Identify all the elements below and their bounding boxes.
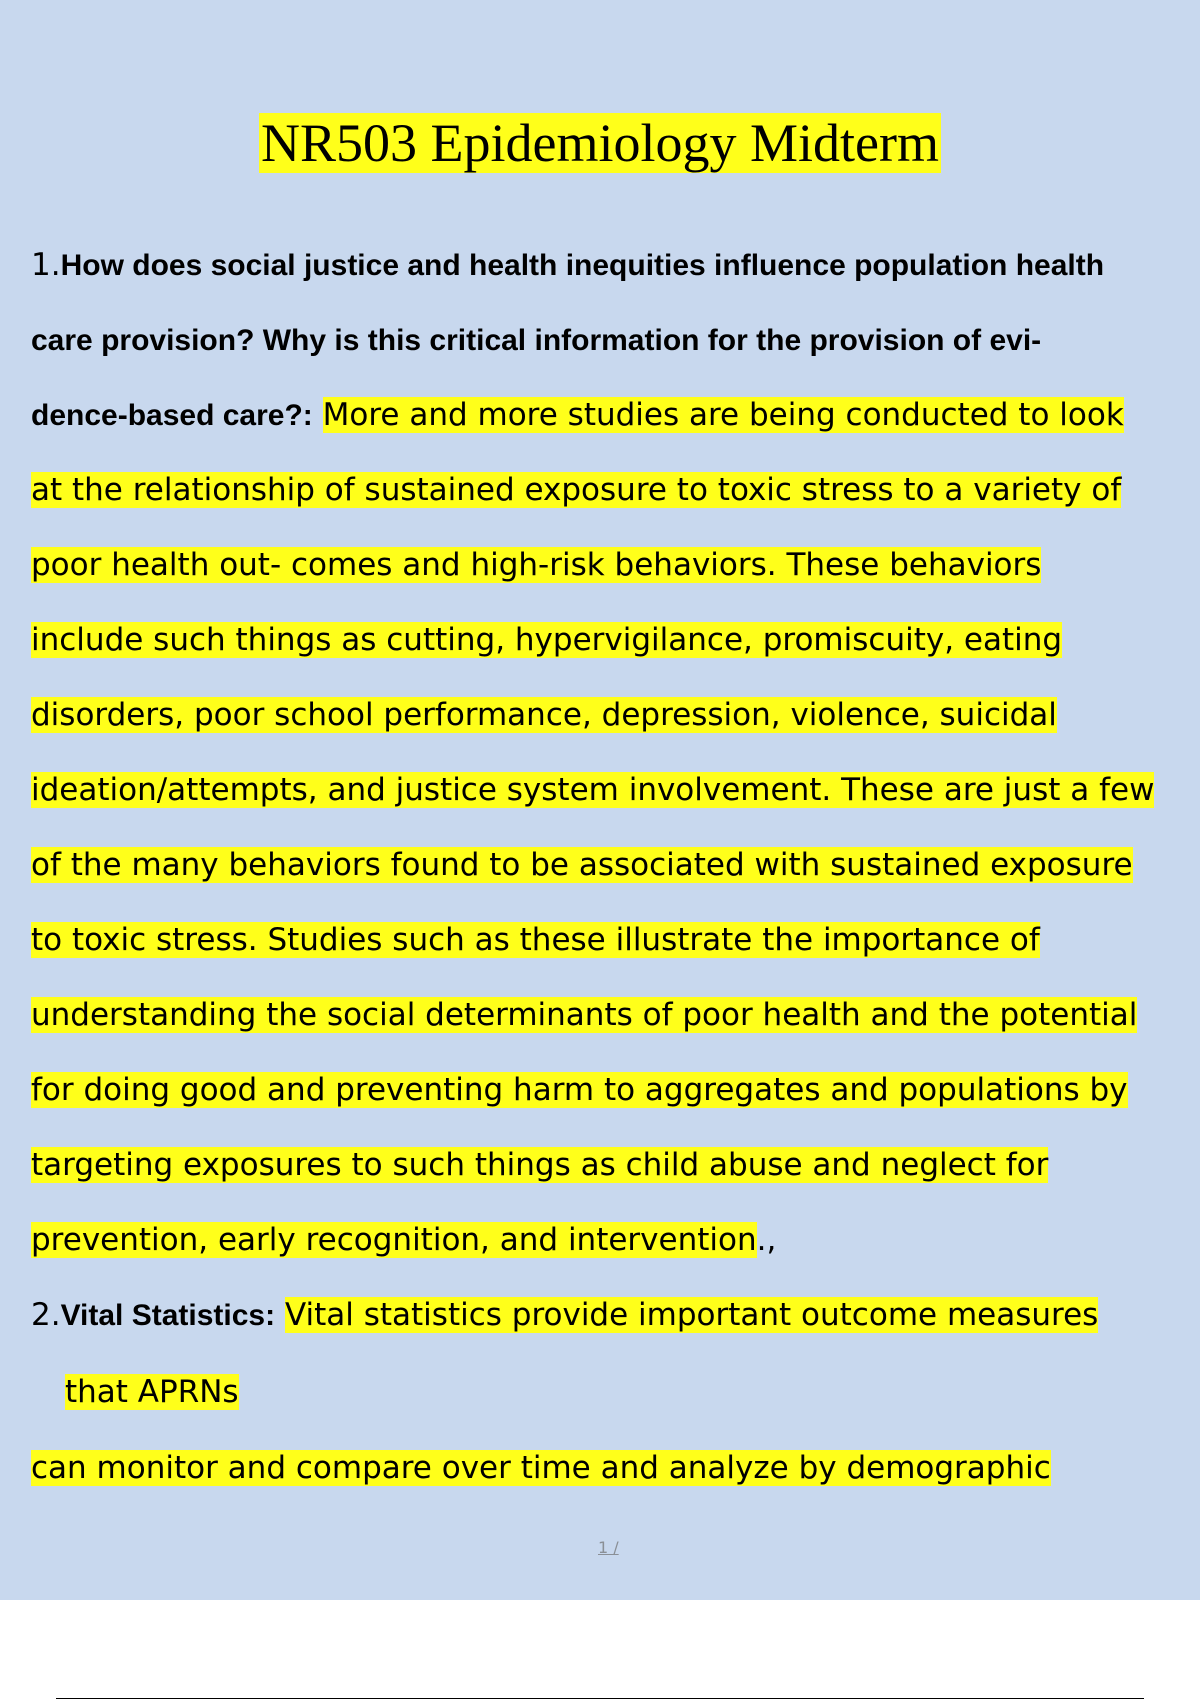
page-number: 1 / bbox=[598, 1538, 619, 1557]
answer-1-line-4 bbox=[31, 693, 1057, 737]
answer-1-text-1: at the relationship of sustained exposure to toxic stress to a variety of bbox=[31, 472, 1122, 508]
question-1-number: 1. bbox=[31, 247, 61, 283]
title-text: NR503 Epidemiology Midterm bbox=[261, 113, 939, 173]
answer-1-text-7: to toxic stress. Studies such as these illustrate the importance of bbox=[31, 922, 1040, 958]
question-1-text-line-1: How does social justice and health inequities influence population health bbox=[60, 249, 1105, 282]
answer-1-tail: ., bbox=[756, 1222, 777, 1258]
answer-1-line-8 bbox=[31, 993, 1137, 1037]
answer-1-line-5 bbox=[31, 768, 1154, 812]
answer-1-text-9: for doing good and preventing harm to aggregates and populations by bbox=[31, 1072, 1128, 1108]
answer-1-first-line: More and more studies are being conducted to look bbox=[322, 397, 1124, 433]
answer-1-text-2: poor health out- comes and high-risk behaviors. These behaviors bbox=[31, 547, 1042, 583]
answer-1-line-11 bbox=[31, 1218, 776, 1262]
answer-1-line-1 bbox=[31, 468, 1121, 512]
question-2-line-1 bbox=[31, 1293, 1098, 1338]
answer-1-text-6: of the many behaviors found to be associated with sustained exposure bbox=[31, 847, 1133, 883]
answer-1-line-6 bbox=[31, 843, 1133, 887]
answer-1-text-5: ideation/attempts, and justice system involvement. These are just a few bbox=[31, 772, 1155, 808]
answer-2-first-line: Vital statistics provide important outcome measures bbox=[284, 1297, 1099, 1333]
answer-1-line-9 bbox=[31, 1068, 1128, 1112]
question-1-text-line-3: dence-based care?: bbox=[31, 399, 313, 432]
answer-1-text-4: disorders, poor school performance, depression, violence, suicidal bbox=[31, 697, 1057, 733]
question-2-number: 2. bbox=[31, 1297, 61, 1333]
answer-1-line-10 bbox=[31, 1143, 1048, 1187]
question-1-line-3 bbox=[31, 393, 1124, 438]
answer-2-text-1: that APRNs bbox=[65, 1374, 239, 1410]
answer-2-text-2: can monitor and compare over time and analyze by demographic bbox=[31, 1450, 1051, 1486]
answer-1-text-8: understanding the social determinants of poor health and the potential bbox=[31, 997, 1138, 1033]
document-title bbox=[0, 108, 1200, 178]
answer-1-line-3 bbox=[31, 618, 1062, 662]
answer-1-text-3: include such things as cutting, hypervigilance, promiscuity, eating bbox=[31, 622, 1063, 658]
question-2-text: Vital Statistics: bbox=[60, 1299, 276, 1332]
footer-divider bbox=[56, 1698, 1144, 1699]
answer-1-line-7 bbox=[31, 918, 1040, 962]
question-1-text-line-2: care provision? Why is this critical information for the provision of evi- bbox=[31, 324, 1042, 357]
answer-1-text-11: prevention, early recognition, and intervention bbox=[31, 1222, 757, 1258]
answer-1-line-2 bbox=[31, 543, 1041, 587]
answer-2-line-2 bbox=[31, 1446, 1051, 1490]
answer-2-line-1 bbox=[65, 1370, 239, 1414]
question-1-line-1 bbox=[31, 243, 1104, 288]
question-1-line-2 bbox=[31, 318, 1041, 363]
answer-1-text-10: targeting exposures to such things as child abuse and neglect for bbox=[31, 1147, 1049, 1183]
